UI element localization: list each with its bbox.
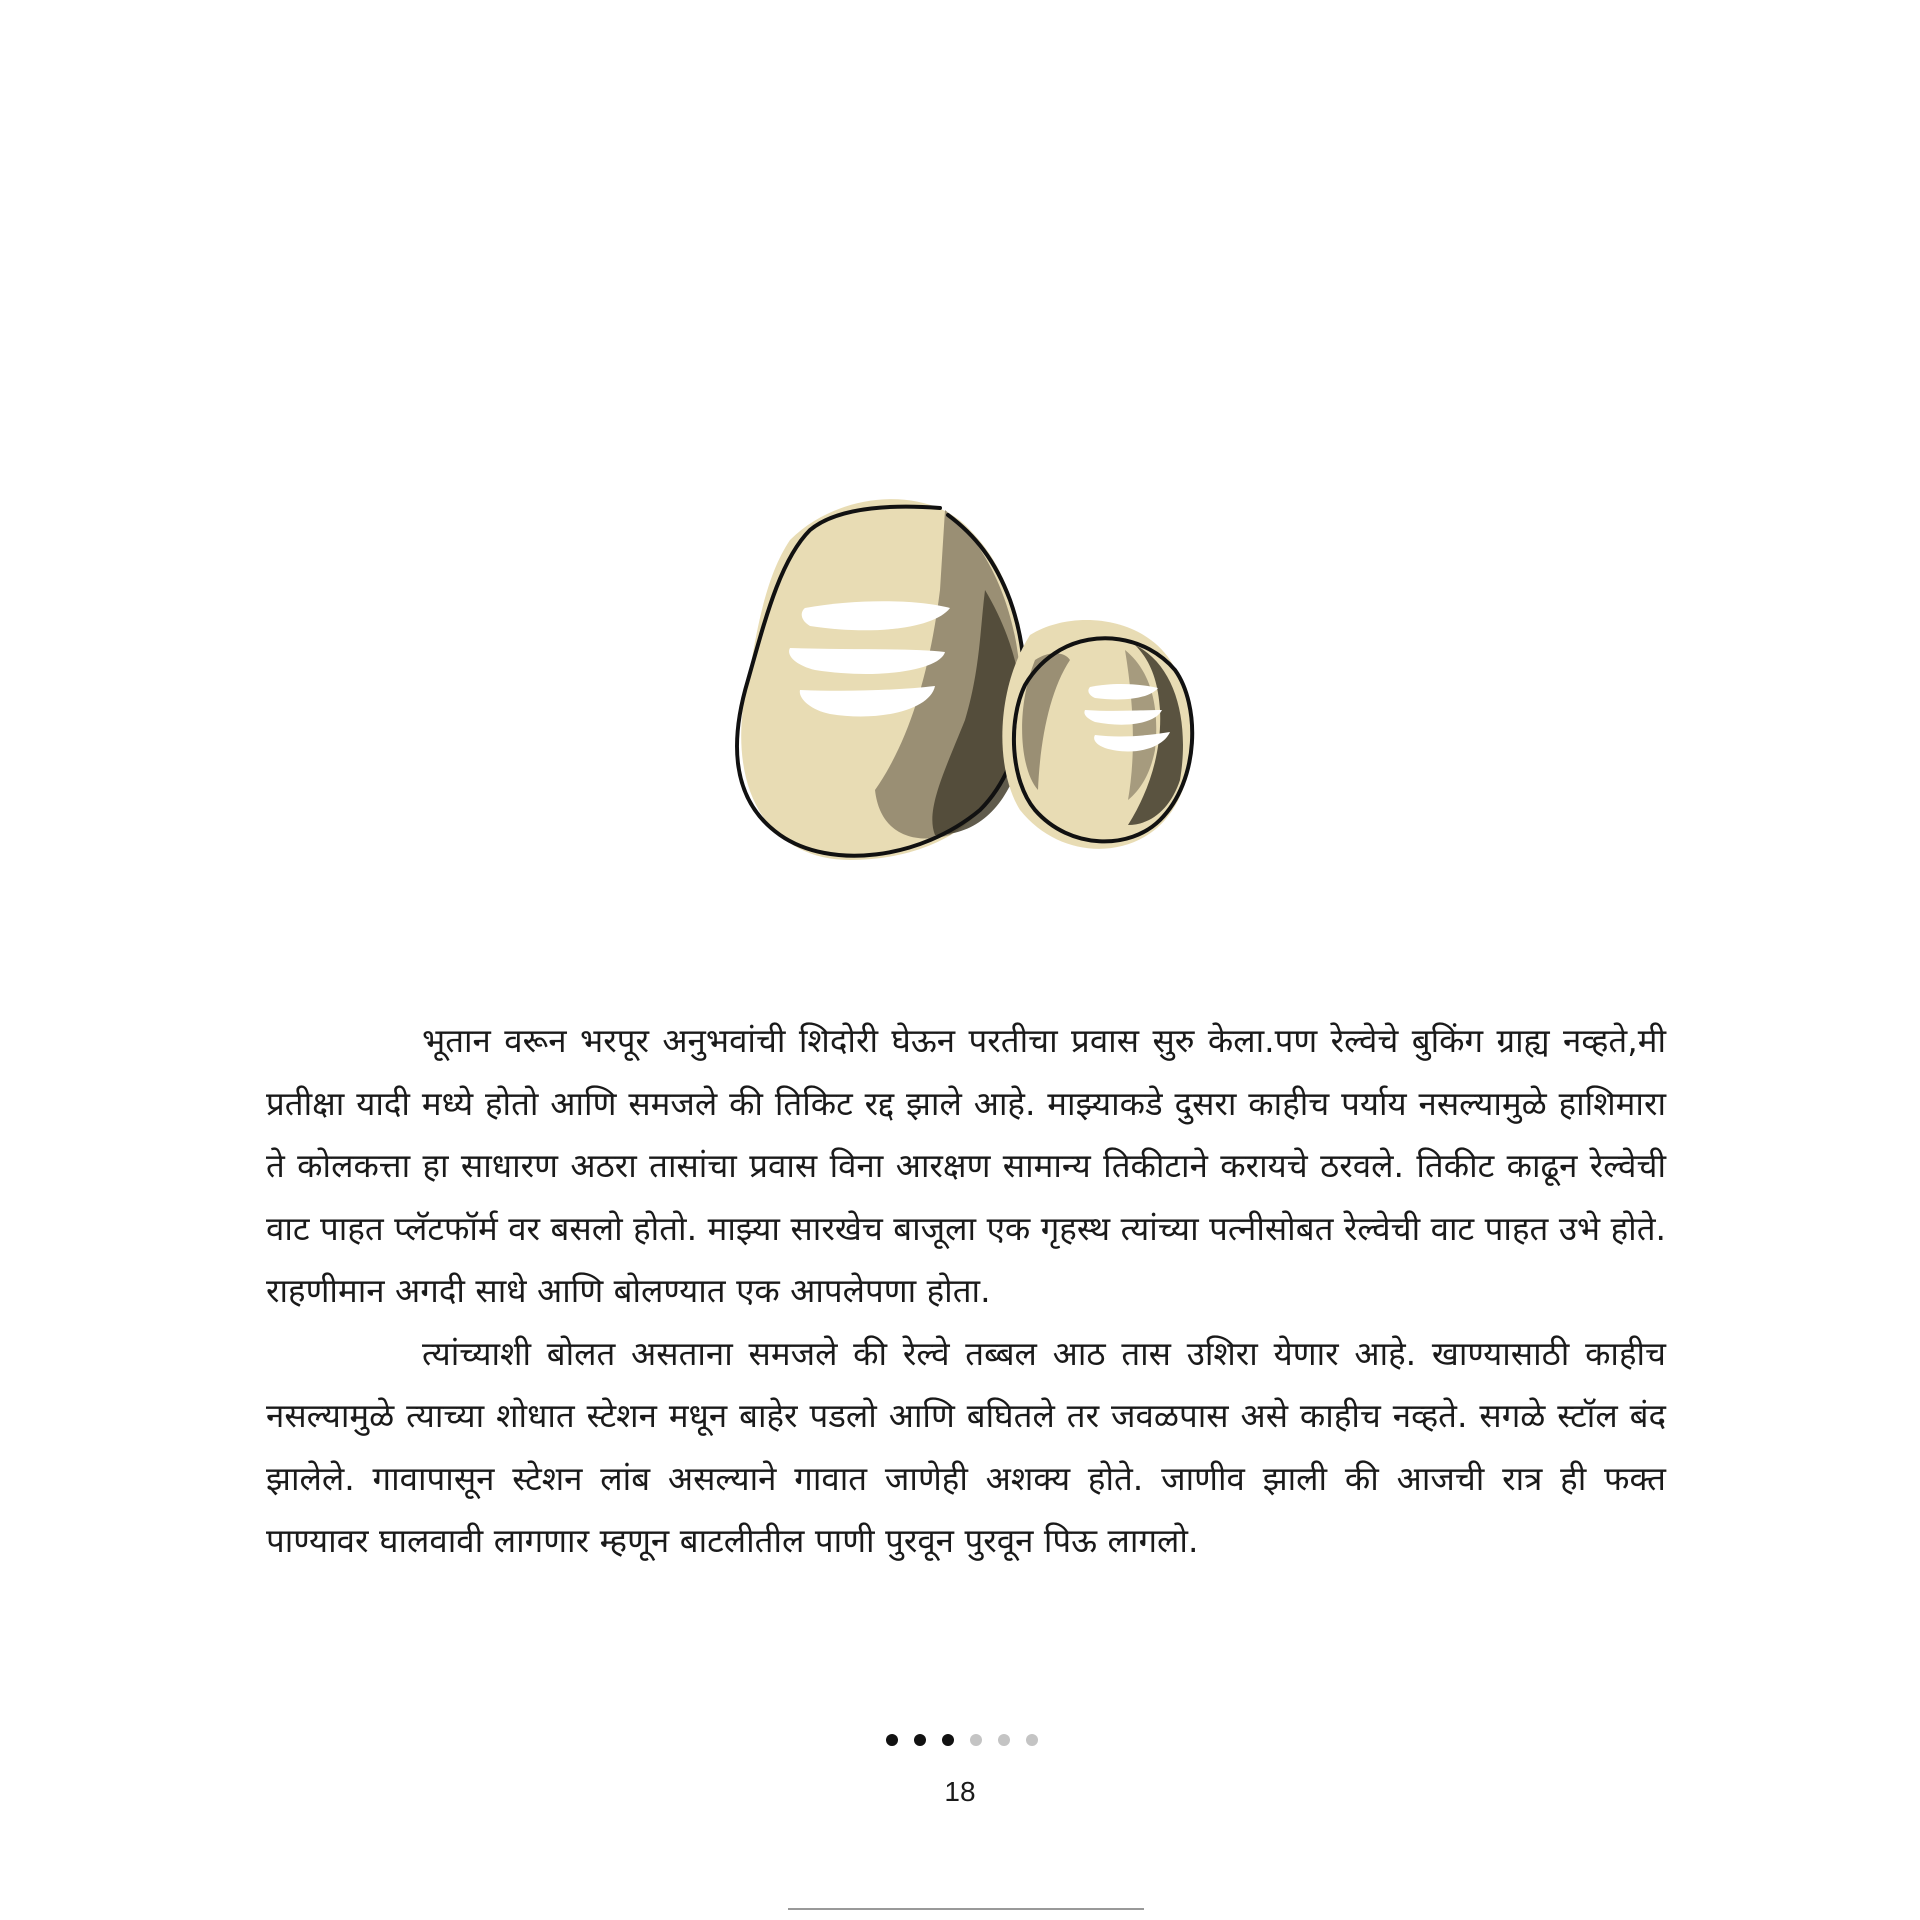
paragraph-2: त्यांच्याशी बोलत असताना समजले की रेल्वे तब्बल आठ तास उशिरा येणार आहे. खाण्यासाठी काहीच नसल्यामुळे त्याच्या शोधात स्टेशन मधून बाहेर पडलो आणि बघितले तर जवळपास असे काहीच नव्हते. सगळे स्टॉल बंद झालेले. गावापासून स्टेशन लांब असल्याने गावात जाणेही अशक्य होते. जाणीव झाली की आजची रात्र ही फक्त पाण्यावर घालवावी लागणार म्हणून बाटलीतील पाणी पुरवून पुरवून पिऊ लागलो. [266,1333,1666,1560]
egg-illustration [730,490,1230,870]
progress-dot [970,1734,982,1746]
two-eggs-icon [730,490,1230,870]
progress-dot [942,1734,954,1746]
progress-dot [886,1734,898,1746]
body-text [266,1010,1666,1573]
bottom-divider [788,1908,1144,1910]
progress-dot [914,1734,926,1746]
page-number: 18 [944,1776,976,1807]
progress-dot [998,1734,1010,1746]
progress-dot [1026,1734,1038,1746]
paragraph-1: भूतान वरून भरपूर अनुभवांची शिदोरी घेऊन परतीचा प्रवास सुरु केला.पण रेल्वेचे बुकिंग ग्राह्य नव्हते,मी प्रतीक्षा यादी मध्ये होतो आणि समजले की तिकिट रद्द झाले आहे. माझ्याकडे दुसरा काहीच पर्याय नसल्यामुळे हाशिमारा ते कोलकत्ता हा साधारण अठरा तासांचा प्रवास विना आरक्षण सामान्य तिकीटाने करायचे ठरवले. तिकीट काढून रेल्वेची वाट पाहत प्लॅटफॉर्म वर बसलो होतो. माझ्या सारखेच बाजूला एक गृहस्थ त्यांच्या पत्नीसोबत रेल्वेची वाट पाहत उभे होते. राहणीमान अगदी साधे आणि बोलण्यात एक आपलेपणा होता. [266,1021,1666,1310]
page-progress-dots [886,1734,1038,1746]
